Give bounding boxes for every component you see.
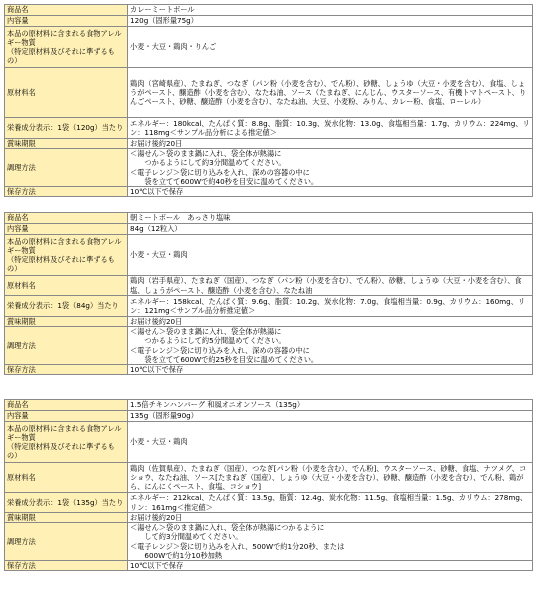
- field-label: 本品の原材料に含まれる食物アレルギー物質 （特定原材料及びそれに準ずるもの）: [5, 422, 128, 463]
- field-value: ＜湯せん＞袋のまま鍋に入れ、袋全体が熱湯につかるように して約3分間温めてください。 ＜電子レンジ＞袋に切り込みを入れ、500Wで約1分20秒、または 600Wで約1分10秒加熱: [128, 523, 533, 561]
- field-value: 10℃以下で保存: [128, 187, 533, 197]
- field-label: 調理方法: [5, 523, 128, 561]
- field-value: お届け後約20日: [128, 513, 533, 523]
- best-before-row: [5, 317, 533, 327]
- nutrition-row: [5, 296, 533, 317]
- storage-row: [5, 187, 533, 197]
- field-value: 鶏肉（宮崎県産）、たまねぎ、つなぎ（パン粉（小麦を含む）、でん粉）、砂糖、しょうゆ（大豆・小麦を含む）、食塩、しょうがペースト、醸造酢（小麦を含む）、なたね油、ソース（たまねぎ、にんじん、ウスターソース、有機トマトペースト、りんごペースト、砂糖、醸造酢（小麦を含む）、なたね油、大豆、小麦粉、みりん、カレー粉、食塩、ローレル）: [128, 68, 533, 118]
- field-value: 135g（固形量90g）: [128, 411, 533, 422]
- field-value: 1.5倍チキンハンバーグ 和風オニオンソース（135g）: [128, 400, 533, 411]
- field-label: 栄養成分表示：1袋（120g）当たり: [5, 118, 128, 139]
- field-value: カレーミートボール: [128, 5, 533, 16]
- field-value: 小麦・大豆・鶏肉・りんご: [128, 27, 533, 68]
- product-table-morning-meatball: [4, 212, 533, 375]
- field-value: 120g（固形量75g）: [128, 16, 533, 27]
- field-value: 鶏肉（佐賀県産）、たまねぎ（国産）、つなぎ[パン粉（小麦を含む）、でん粉]、ウスターソース、砂糖、食塩、ナツメグ、コショウ、なたね油、ソース[たまねぎ（国産）、しょうゆ（大豆・小麦を含む）、砂糖、醸造酢（小麦を含む）、でん粉、鶏がら、にんにくペースト、食塩、コショウ]: [128, 463, 533, 493]
- nutrition-row: [5, 118, 533, 139]
- field-value: お届け後約20日: [128, 139, 533, 149]
- field-label: 商品名: [5, 213, 128, 224]
- allergen-row: [5, 422, 533, 463]
- field-label: 原材料名: [5, 276, 128, 296]
- field-value: エネルギー：158kcal、たんぱく質：9.6g、脂質：10.2g、炭水化物：7.0g、食塩相当量：0.9g、カリウム：160mg、リン：121mg＜サンプル品分析推定値＞: [128, 296, 533, 317]
- field-label: 保存方法: [5, 187, 128, 197]
- cooking-method-row: [5, 327, 533, 365]
- field-value: 小麦・大豆・鶏肉: [128, 235, 533, 276]
- field-value: 10℃以下で保存: [128, 365, 533, 375]
- field-label: 商品名: [5, 400, 128, 411]
- field-value: ＜湯せん＞袋のまま鍋に入れ、袋全体が熱湯に つかるようにして約5分間温めてください。 ＜電子レンジ＞袋に切り込みを入れ、深めの容器の中に 袋を立てて600Wで約25秒を目安に温めてください。: [128, 327, 533, 365]
- cooking-method-row: [5, 523, 533, 561]
- field-label: 本品の原材料に含まれる食物アレルギー物質 （特定原材料及びそれに準ずるもの）: [5, 235, 128, 276]
- field-label: 賞味期限: [5, 317, 128, 327]
- field-label: 賞味期限: [5, 513, 128, 523]
- best-before-row: [5, 513, 533, 523]
- product-name-row: [5, 213, 533, 224]
- field-value: 84g（12粒入）: [128, 224, 533, 235]
- ingredients-row: [5, 276, 533, 296]
- field-value: エネルギー：180kcal、たんぱく質：8.8g、脂質：10.3g、炭水化物：13.0g、食塩相当量：1.7g、カリウム：224mg、リン：118mg＜サンプル品分析による推定値＞: [128, 118, 533, 139]
- content-amount-row: [5, 16, 533, 27]
- field-label: 調理方法: [5, 327, 128, 365]
- field-label: 賞味期限: [5, 139, 128, 149]
- field-value: 小麦・大豆・鶏肉: [128, 422, 533, 463]
- field-label: 栄養成分表示：1袋（135g）当たり: [5, 493, 128, 513]
- field-label: 保存方法: [5, 561, 128, 571]
- field-value: 朝ミートボール あっさり塩味: [128, 213, 533, 224]
- field-label: 保存方法: [5, 365, 128, 375]
- field-label: 原材料名: [5, 68, 128, 118]
- field-label: 内容量: [5, 411, 128, 422]
- allergen-row: [5, 235, 533, 276]
- storage-row: [5, 365, 533, 375]
- field-label: 内容量: [5, 224, 128, 235]
- field-label: 調理方法: [5, 149, 128, 187]
- product-table-curry-meatball: [4, 4, 533, 197]
- field-label: 内容量: [5, 16, 128, 27]
- cooking-method-row: [5, 149, 533, 187]
- nutrition-row: [5, 493, 533, 513]
- field-value: エネルギー：212kcal、たんぱく質：13.5g、脂質：12.4g、炭水化物：11.5g、食塩相当量：1.5g、カリウム：278mg、リン：161mg＜推定値＞: [128, 493, 533, 513]
- product-table-chicken-hamburg: [4, 399, 533, 571]
- field-label: 原材料名: [5, 463, 128, 493]
- allergen-row: [5, 27, 533, 68]
- field-value: 10℃以下で保存: [128, 561, 533, 571]
- field-value: ＜湯せん＞袋のまま鍋に入れ、袋全体が熱湯に つかるようにして約3分間温めてください。 ＜電子レンジ＞袋に切り込みを入れ、深めの容器の中に 袋を立てて600Wで約40秒を目安に温めてください。: [128, 149, 533, 187]
- field-label: 本品の原材料に含まれる食物アレルギー物質 （特定原材料及びそれに準ずるもの）: [5, 27, 128, 68]
- best-before-row: [5, 139, 533, 149]
- content-amount-row: [5, 224, 533, 235]
- field-label: 栄養成分表示：1袋（84g）当たり: [5, 296, 128, 317]
- product-name-row: [5, 5, 533, 16]
- ingredients-row: [5, 463, 533, 493]
- ingredients-row: [5, 68, 533, 118]
- field-label: 商品名: [5, 5, 128, 16]
- content-amount-row: [5, 411, 533, 422]
- field-value: 鶏肉（岩手県産）、たまねぎ（国産）、つなぎ（パン粉（小麦を含む）、でん粉）、砂糖、しょうゆ（大豆・小麦を含む）、食塩、しょうがペースト、醸造酢（小麦を含む）、なたね油: [128, 276, 533, 296]
- field-value: お届け後約20日: [128, 317, 533, 327]
- product-name-row: [5, 400, 533, 411]
- storage-row: [5, 561, 533, 571]
